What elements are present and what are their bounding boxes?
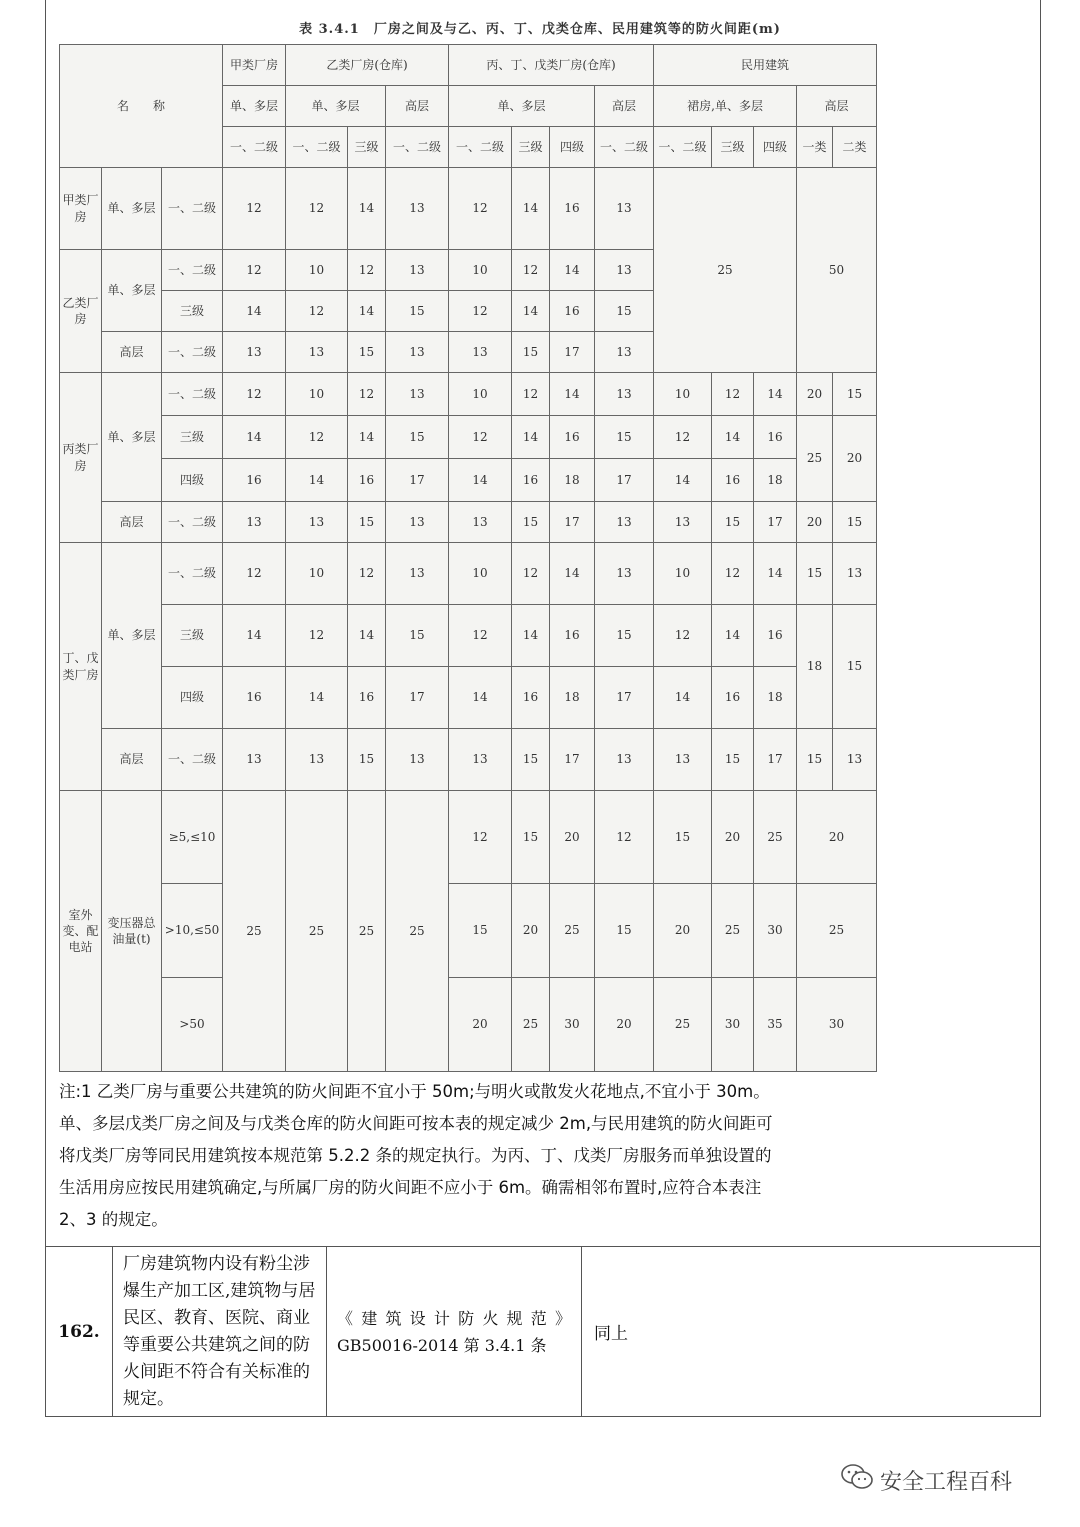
table-cell: 13 <box>386 250 449 291</box>
table-cell: 10 <box>449 373 512 416</box>
table-cell: 15 <box>386 291 449 332</box>
table-cell: 16 <box>550 168 595 250</box>
table-row <box>60 373 877 416</box>
table-cell: 20 <box>797 373 833 416</box>
table-cell: 15 <box>512 502 550 543</box>
table-cell: 17 <box>386 459 449 502</box>
table-cell: 13 <box>286 729 348 791</box>
table-cell: 15 <box>595 605 654 667</box>
table-cell: 20 <box>654 884 712 978</box>
table-cell: 16 <box>754 416 797 459</box>
table-cell: 15 <box>348 729 386 791</box>
header-single-multi: 单、多层 <box>286 86 386 127</box>
header-grade12: 一、二级 <box>286 127 348 168</box>
table-cell: 10 <box>654 543 712 605</box>
item-description: 厂房建筑物内设有粉尘涉爆生产加工区,建筑物与居民区、教育、医院、商业等重要公共建筑之间的防火间距不符合有关标准的规定。 <box>113 1247 327 1417</box>
header-grade4: 四级 <box>550 127 595 168</box>
table-cell: 25 <box>286 791 348 1072</box>
row-oil-range: ≥5,≤10 <box>162 791 223 884</box>
note-line: 注:1 乙类厂房与重要公共建筑的防火间距不宜小于 50m;与明火或散发火花地点,不宜小于 30m。 <box>59 1082 770 1101</box>
table-cell: 25 <box>348 791 386 1072</box>
row-grade: 三级 <box>162 291 223 332</box>
row-oil-range: >10,≤50 <box>162 884 223 978</box>
table-cell: 14 <box>712 605 754 667</box>
table-cell: 16 <box>712 667 754 729</box>
header-single-multi: 单、多层 <box>449 86 595 127</box>
table-cell: 12 <box>286 416 348 459</box>
row-grade: 一、二级 <box>162 168 223 250</box>
item-reference <box>327 1247 582 1417</box>
table-cell: 13 <box>386 543 449 605</box>
table-cell: 16 <box>348 459 386 502</box>
watermark-text: 安全工程百科 <box>880 1469 1013 1495</box>
table-cell: 12 <box>223 250 286 291</box>
table-cell: 17 <box>595 459 654 502</box>
header-grade3: 三级 <box>712 127 754 168</box>
table-cell: 13 <box>595 332 654 373</box>
note-line: 2、3 的规定。 <box>59 1210 168 1229</box>
table-cell: 16 <box>550 416 595 459</box>
table-cell: 12 <box>712 373 754 416</box>
table-cell: 13 <box>654 729 712 791</box>
table-row <box>60 605 877 667</box>
table-cell: 25 <box>754 791 797 884</box>
table-row <box>60 459 877 502</box>
table-cell: 13 <box>223 502 286 543</box>
header-grade12: 一、二级 <box>595 127 654 168</box>
table-cell: 13 <box>595 250 654 291</box>
item-number: 162. <box>46 1247 113 1417</box>
table-cell: 20 <box>449 978 512 1072</box>
table-row <box>60 168 877 250</box>
table-cell: 17 <box>754 502 797 543</box>
table-cell: 13 <box>386 332 449 373</box>
table-cell: 14 <box>223 605 286 667</box>
table-cell: 12 <box>512 250 550 291</box>
table-cell: 14 <box>286 667 348 729</box>
table-cell: 13 <box>449 332 512 373</box>
item-162-row <box>45 1246 1041 1417</box>
table-cell: 12 <box>286 168 348 250</box>
table-cell: 14 <box>754 543 797 605</box>
table-cell: 16 <box>223 459 286 502</box>
row-grade: 三级 <box>162 416 223 459</box>
table-cell: 15 <box>348 502 386 543</box>
table-row <box>60 667 877 729</box>
table-cell: 25 <box>386 791 449 1072</box>
table-cell: 13 <box>449 729 512 791</box>
table-cell: 15 <box>512 729 550 791</box>
table-cell: 13 <box>386 168 449 250</box>
table-cell: 14 <box>348 416 386 459</box>
table-cell: 10 <box>449 250 512 291</box>
table-cell: 16 <box>512 667 550 729</box>
row-grade: 四级 <box>162 459 223 502</box>
table-cell: 10 <box>286 250 348 291</box>
table-row <box>60 729 877 791</box>
row-sub-label: 高层 <box>102 502 162 543</box>
header-grade12: 一、二级 <box>223 127 286 168</box>
row-sub-label: 单、多层 <box>102 543 162 729</box>
header-grade12: 一、二级 <box>449 127 512 168</box>
table-cell: 20 <box>595 978 654 1072</box>
table-cell: 12 <box>654 605 712 667</box>
row-grade: 一、二级 <box>162 250 223 291</box>
row-grade: 四级 <box>162 667 223 729</box>
header-class2: 二类 <box>833 127 877 168</box>
table-cell: 14 <box>754 373 797 416</box>
table-cell: 12 <box>348 373 386 416</box>
fire-distance-table-image <box>59 44 876 1072</box>
table-cell: 15 <box>712 502 754 543</box>
table-row <box>60 543 877 605</box>
row-grade: 三级 <box>162 605 223 667</box>
note-line: 将戊类厂房等同民用建筑按本规范第 5.2.2 条的规定执行。为丙、丁、戊类厂房服务而单独设置的 <box>59 1146 772 1165</box>
table-cell: 15 <box>654 791 712 884</box>
header-jia-plant: 甲类厂房 <box>223 45 286 86</box>
table-cell: 18 <box>797 605 833 729</box>
reference-title: 《建筑设计防火规范》 <box>337 1308 571 1328</box>
header-grade3: 三级 <box>348 127 386 168</box>
table-cell: 14 <box>348 168 386 250</box>
row-grade: 一、二级 <box>162 729 223 791</box>
table-cell: 15 <box>595 884 654 978</box>
row-sub-label: 单、多层 <box>102 168 162 250</box>
table-cell: 20 <box>797 502 833 543</box>
table-row <box>60 416 877 459</box>
table-cell: 25 <box>712 884 754 978</box>
row-label-jia: 甲类厂房 <box>60 168 102 250</box>
header-bing-ding-wu: 丙、丁、戊类厂房(仓库) <box>449 45 654 86</box>
reference-clause: GB50016-2014 第 3.4.1 条 <box>337 1335 547 1355</box>
table-cell: 13 <box>595 502 654 543</box>
fire-distance-table <box>59 44 877 1072</box>
header-grade12: 一、二级 <box>386 127 449 168</box>
table-cell: 16 <box>223 667 286 729</box>
table-cell: 18 <box>550 667 595 729</box>
table-cell: 14 <box>348 605 386 667</box>
row-grade: 一、二级 <box>162 543 223 605</box>
table-cell: 12 <box>512 373 550 416</box>
row-sub-label: 变压器总油量(t) <box>102 791 162 1072</box>
table-cell: 14 <box>512 416 550 459</box>
table-cell: 18 <box>754 459 797 502</box>
table-cell: 20 <box>550 791 595 884</box>
table-row <box>60 978 877 1072</box>
table-cell: 16 <box>712 459 754 502</box>
table-cell: 14 <box>223 291 286 332</box>
table-cell: 15 <box>797 543 833 605</box>
note-line: 单、多层戊类厂房之间及与戊类仓库的防火间距可按本表的规定减少 2m,与民用建筑的防火间距可 <box>59 1114 773 1133</box>
table-cell: 14 <box>286 459 348 502</box>
table-cell: 14 <box>449 667 512 729</box>
table-cell: 25 <box>654 168 797 373</box>
table-cell: 15 <box>797 729 833 791</box>
table-cell: 12 <box>449 168 512 250</box>
table-cell: 15 <box>386 605 449 667</box>
table-cell: 10 <box>654 373 712 416</box>
table-row <box>60 791 877 884</box>
row-sub-label: 高层 <box>102 332 162 373</box>
header-name: 名 称 <box>60 45 223 168</box>
header-high: 高层 <box>386 86 449 127</box>
table-cell: 13 <box>286 502 348 543</box>
table-cell: 12 <box>449 605 512 667</box>
table-cell: 14 <box>348 291 386 332</box>
table-cell: 16 <box>348 667 386 729</box>
table-cell: 30 <box>712 978 754 1072</box>
row-label-yi: 乙类厂房 <box>60 250 102 373</box>
header-grade12: 一、二级 <box>654 127 712 168</box>
table-cell: 13 <box>833 543 877 605</box>
table-cell: 35 <box>754 978 797 1072</box>
table-cell: 17 <box>550 729 595 791</box>
header-class1: 一类 <box>797 127 833 168</box>
table-note <box>59 1076 889 1236</box>
table-cell: 13 <box>223 729 286 791</box>
row-oil-range: >50 <box>162 978 223 1072</box>
row-sub-label: 单、多层 <box>102 373 162 502</box>
item-judgement: 同上 <box>582 1247 1041 1417</box>
row-grade: 一、二级 <box>162 502 223 543</box>
table-cell: 25 <box>654 978 712 1072</box>
table-cell: 12 <box>449 291 512 332</box>
table-cell: 10 <box>286 543 348 605</box>
table-cell: 12 <box>223 373 286 416</box>
table-cell: 17 <box>550 502 595 543</box>
table-cell: 14 <box>654 667 712 729</box>
table-cell: 13 <box>223 332 286 373</box>
table-cell: 25 <box>223 791 286 1072</box>
header-civil: 民用建筑 <box>654 45 877 86</box>
table-cell: 50 <box>797 168 877 373</box>
table-cell: 15 <box>348 332 386 373</box>
header-high: 高层 <box>595 86 654 127</box>
table-cell: 15 <box>833 502 877 543</box>
table-cell: 12 <box>712 543 754 605</box>
wechat-icon <box>840 1463 880 1497</box>
table-cell: 15 <box>449 884 512 978</box>
row-label-bing: 丙类厂房 <box>60 373 102 543</box>
header-podium: 裙房,单、多层 <box>654 86 797 127</box>
table-cell: 14 <box>550 250 595 291</box>
table-cell: 13 <box>595 373 654 416</box>
table-cell: 12 <box>449 416 512 459</box>
row-sub-label: 单、多层 <box>102 250 162 332</box>
row-label-substation: 室外变、配电站 <box>60 791 102 1072</box>
table-cell: 15 <box>712 729 754 791</box>
table-cell: 14 <box>512 168 550 250</box>
table-cell: 13 <box>286 332 348 373</box>
table-cell: 14 <box>712 416 754 459</box>
table-cell: 12 <box>223 168 286 250</box>
table-cell: 12 <box>449 791 512 884</box>
table-title: 表 3.4.1 厂房之间及与乙、丙、丁、戊类仓库、民用建筑等的防火间距(m) <box>299 22 781 37</box>
table-cell: 17 <box>595 667 654 729</box>
header-yi-plant: 乙类厂房(仓库) <box>286 45 449 86</box>
table-cell: 15 <box>833 373 877 416</box>
table-cell: 12 <box>595 791 654 884</box>
header-single-multi: 单、多层 <box>223 86 286 127</box>
table-cell: 13 <box>595 543 654 605</box>
table-cell: 30 <box>754 884 797 978</box>
header-grade4: 四级 <box>754 127 797 168</box>
header-grade3: 三级 <box>512 127 550 168</box>
table-cell: 17 <box>386 667 449 729</box>
table-cell: 15 <box>386 416 449 459</box>
table-cell: 12 <box>348 250 386 291</box>
table-cell: 15 <box>833 605 877 729</box>
table-cell: 30 <box>550 978 595 1072</box>
row-grade: 一、二级 <box>162 332 223 373</box>
table-cell: 18 <box>550 459 595 502</box>
table-cell: 13 <box>386 502 449 543</box>
table-cell: 20 <box>712 791 754 884</box>
table-cell: 14 <box>449 459 512 502</box>
table-cell: 13 <box>386 373 449 416</box>
table-cell: 25 <box>797 884 877 978</box>
table-cell: 14 <box>512 291 550 332</box>
table-cell: 25 <box>550 884 595 978</box>
table-cell: 14 <box>550 543 595 605</box>
table-cell: 20 <box>512 884 550 978</box>
table-cell: 13 <box>595 729 654 791</box>
table-cell: 13 <box>833 729 877 791</box>
row-grade: 一、二级 <box>162 373 223 416</box>
table-cell: 13 <box>595 168 654 250</box>
table-cell: 14 <box>550 373 595 416</box>
table-cell: 15 <box>512 791 550 884</box>
table-cell: 12 <box>512 543 550 605</box>
table-cell: 12 <box>223 543 286 605</box>
watermark <box>840 1460 1012 1500</box>
table-cell: 13 <box>449 502 512 543</box>
table-cell: 10 <box>286 373 348 416</box>
table-cell: 25 <box>797 416 833 502</box>
table-row <box>60 884 877 978</box>
table-cell: 12 <box>654 416 712 459</box>
table-cell: 16 <box>512 459 550 502</box>
table-cell: 14 <box>654 459 712 502</box>
table-cell: 17 <box>550 332 595 373</box>
table-cell: 17 <box>754 729 797 791</box>
table-cell: 13 <box>386 729 449 791</box>
note-line: 生活用房应按民用建筑确定,与所属厂房的防火间距不应小于 6m。确需相邻布置时,应符合本表注 <box>59 1178 762 1197</box>
table-cell: 10 <box>449 543 512 605</box>
table-cell: 20 <box>833 416 877 502</box>
table-cell: 30 <box>797 978 877 1072</box>
header-high: 高层 <box>797 86 877 127</box>
table-cell: 18 <box>754 667 797 729</box>
table-cell: 12 <box>348 543 386 605</box>
table-cell: 13 <box>654 502 712 543</box>
table-cell: 12 <box>286 605 348 667</box>
table-cell: 16 <box>550 605 595 667</box>
row-label-dingwu: 丁、戊类厂房 <box>60 543 102 791</box>
table-cell: 15 <box>595 416 654 459</box>
table-cell: 14 <box>512 605 550 667</box>
row-sub-label: 高层 <box>102 729 162 791</box>
table-cell: 12 <box>286 291 348 332</box>
table-cell: 15 <box>512 332 550 373</box>
table-row <box>60 502 877 543</box>
table-cell: 14 <box>223 416 286 459</box>
table-cell: 20 <box>797 791 877 884</box>
table-cell: 16 <box>550 291 595 332</box>
table-cell: 25 <box>512 978 550 1072</box>
table-cell: 16 <box>754 605 797 667</box>
table-cell: 15 <box>595 291 654 332</box>
